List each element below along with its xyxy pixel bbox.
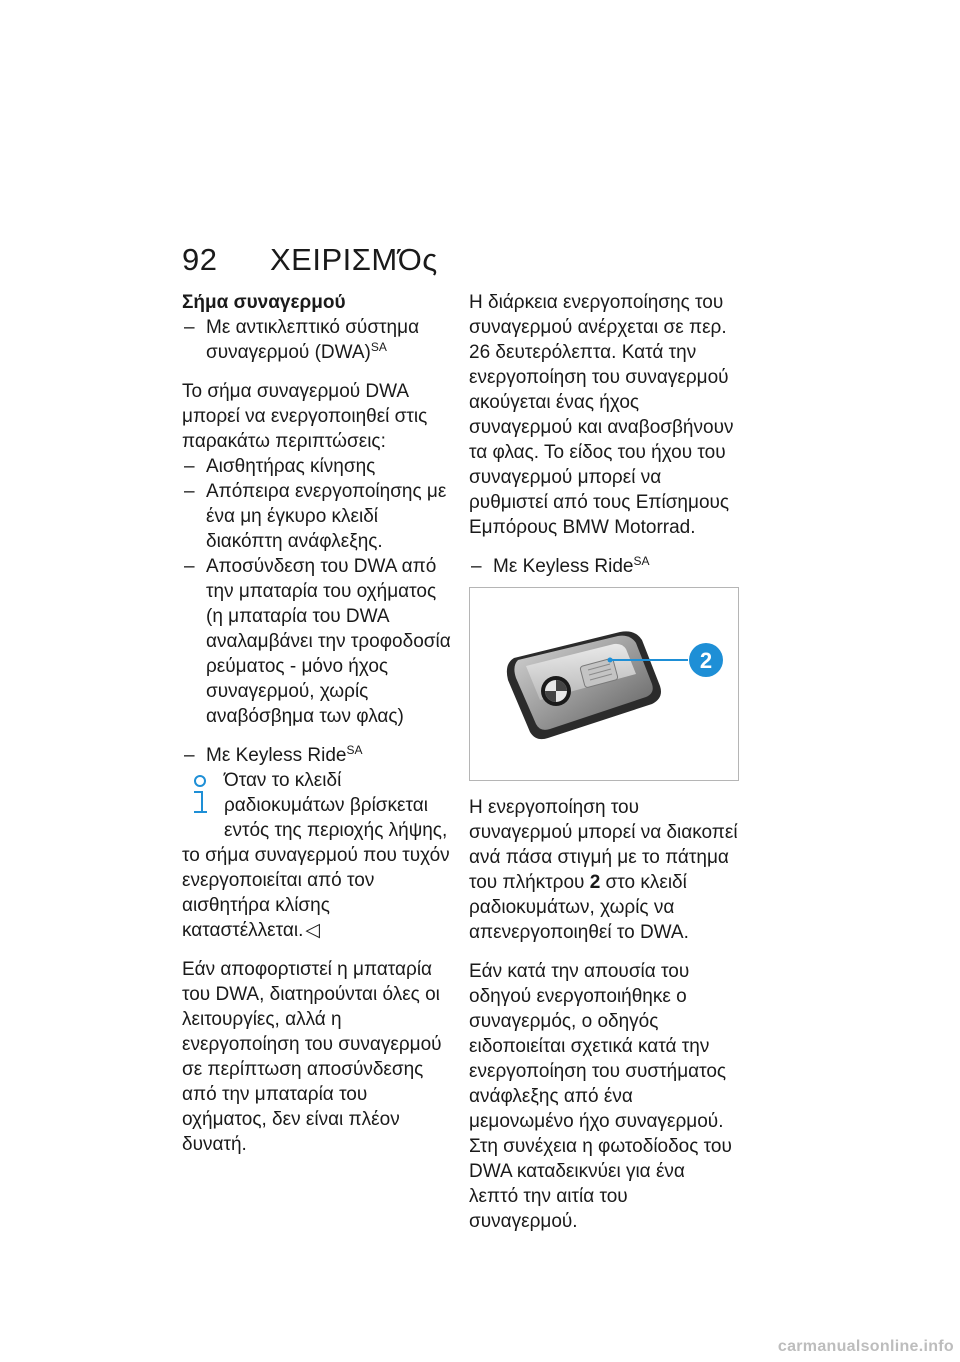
case-item: – Απόπειρα ενεργοποίησης με ένα μη έγκυρο κλειδί διακόπτη ανάφλεξης. xyxy=(182,479,452,554)
duration-paragraph: Η διάρκεια ενεργοποίησης του συναγερμού ανέρχεται σε περ. 26 δευτερόλεπτα. Κατά την ενεργοποίηση του συναγερμού ακούγεται ένας ήχος συναγερμού και αναβοσβήνουν τα φλας. Το είδος του ήχου του συναγερμού μπορεί να ρυθμιστεί από τους Επίσημους Εμπόρους BMW Motorrad. xyxy=(469,292,734,538)
left-column xyxy=(182,290,452,1171)
bmw-logo xyxy=(541,676,571,706)
interrupt-paragraph xyxy=(469,795,739,945)
case-item: – Αποσύνδεση του DWA από την μπαταρία του οχήματος (η μπαταρία του DWA αναλαμβάνει την τροφοδοσία ρεύματος - μόνο ήχος συναγερμού, χωρίς αναβόσβημα των φλας) xyxy=(182,554,452,729)
sa-superscript: SA xyxy=(633,554,650,568)
dwa-condition-text: Με αντικλεπτικό σύστημα συναγερμού (DWA) xyxy=(206,317,420,363)
section-heading: Σήμα συναγερμού xyxy=(182,292,346,313)
info-note xyxy=(182,768,452,943)
keyless-condition-text: Με Keyless Ride xyxy=(206,745,347,766)
radio-key-illustration xyxy=(470,588,738,780)
intro-paragraph: Το σήμα συναγερμού DWA μπορεί να ενεργοποιηθεί στις παρακάτω περιπτώσεις: xyxy=(182,381,428,452)
radio-key-figure xyxy=(469,587,739,781)
battery-paragraph: Εάν αποφορτιστεί η μπαταρία του DWA, διατηρούνται όλες οι λειτουργίες, αλλά η ενεργοποίηση του συναγερμού σε περίπτωση αποσύνδεσης από την μπαταρία του οχήματος, δεν είναι πλέον δυνατή. xyxy=(182,959,442,1155)
keyless-condition-text: Με Keyless Ride xyxy=(493,556,634,577)
absence-paragraph: Εάν κατά την απουσία του οδηγού ενεργοποιήθηκε ο συναγερμός, ο οδηγός ειδοποιείται σχετικά κατά την ενεργοποίηση του συστήματος ανάφλεξης από ένα μεμονωμένο ήχο συναγερμού. Στη συνέχεια η φωτοδίοδος του DWA καταδεικνύει για ένα λεπτό την αιτία του συναγερμού. xyxy=(469,961,732,1232)
dwa-condition xyxy=(182,315,452,365)
interrupt-text-b: στο κλειδί ραδιοκυμάτων, χωρίς να απενεργοποιηθεί το DWA. xyxy=(469,872,689,943)
sa-superscript: SA xyxy=(346,743,363,757)
footer-watermark: carmanualsonline.info xyxy=(777,1338,954,1355)
right-column xyxy=(469,290,739,1248)
callout-number: 2 xyxy=(699,648,713,673)
button-ref: 2 xyxy=(589,872,601,893)
end-triangle-icon: ◁ xyxy=(305,920,320,941)
info-icon xyxy=(182,770,218,820)
case-item: – Αισθητήρας κίνησης xyxy=(182,454,452,479)
keyless-condition xyxy=(182,743,452,768)
interrupt-text-a: Η ενεργοποίηση του συναγερμού μπορεί να διακοπεί ανά πάσα στιγμή με το πάτημα του πλήκτρου xyxy=(469,797,738,893)
key-body xyxy=(507,631,661,739)
sa-superscript: SA xyxy=(370,340,387,354)
page-number: 92 xyxy=(182,242,218,277)
chapter-title: ΧΕΙΡΙΣΜΌς xyxy=(270,242,438,277)
keyless-condition xyxy=(469,554,739,579)
note-text: Όταν το κλειδί ραδιοκυμάτων βρίσκεται εντός της περιοχής λήψης, το σήμα συναγερμού που τυχόν ενεργοποιείται από τον αισθητήρα κλίσης καταστέλλεται. xyxy=(182,770,450,941)
